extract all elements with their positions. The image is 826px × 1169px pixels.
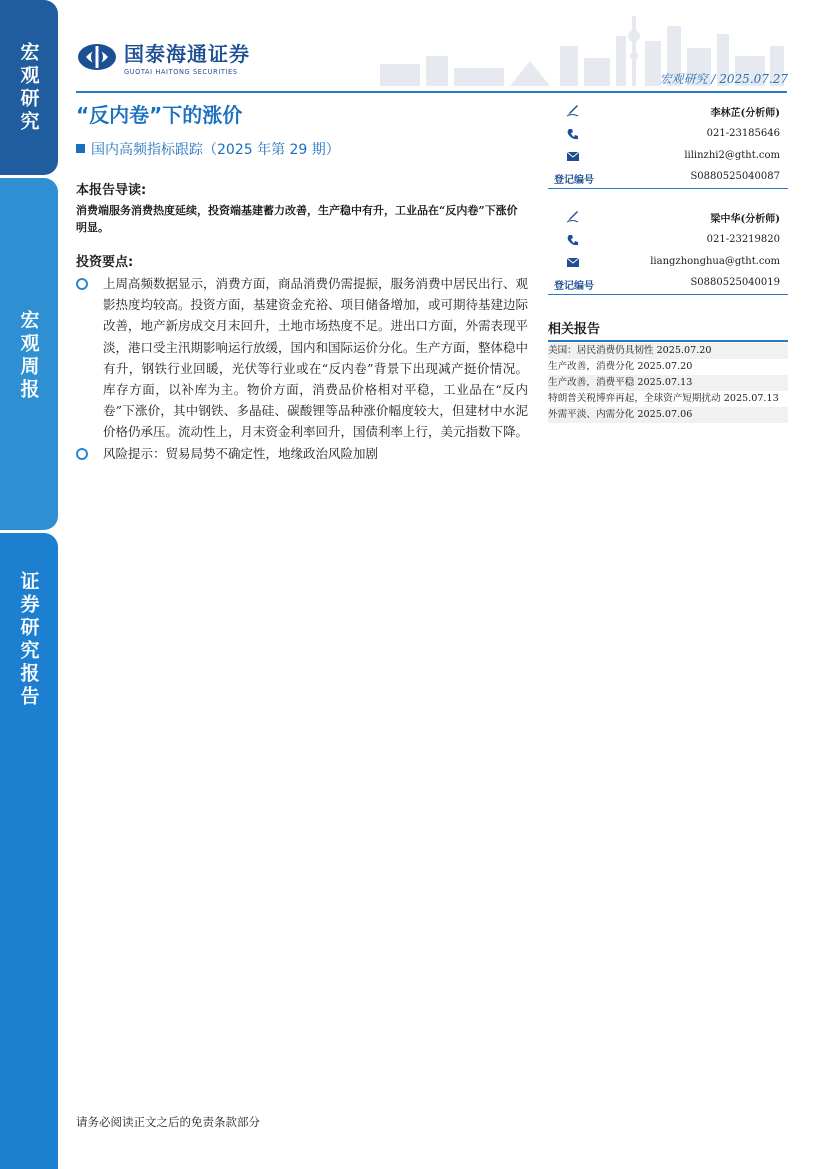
analyst-divider [548,294,788,295]
related-reports-list [548,343,788,423]
report-subtitle [76,139,340,159]
analyst-email[interactable]: lilinzhi2@gtht.com [684,150,780,161]
square-bullet-icon [76,144,85,153]
key-point-item: 上周高频数据显示，消费方面，商品消费仍需提振，服务消费中居民出行、观影热度均较高。投资方面，基建资金充裕、项目储备增加，或可期待基建边际改善，地产新房成交月末回升，土地市场热度不足。进出口方面，外需表现平淡，港口受主汛期影响运行放缓，国内和国际运价分化。生产方面，整体稳中有升，钢铁行业回暖，光伏等行业或在“反内卷”背景下出现减产挺价情况。库存方面，以补库为主。物价方面，消费品价格相对平稳，工业品在“反内卷”下涨价，其中钢铁、多晶硅、碳酸锂等品种涨价幅度较大，但建材中水泥价格仍承压。流动性上，月末资金利率回升，国债利率上行，美元指数下降。 [76,273,528,443]
logo-text-en: GUOTAI HAITONG SECURITIES [124,68,238,76]
sidebar-label-bottom: 证券研究报告 [17,571,40,709]
key-points-list [76,273,528,464]
related-report-link[interactable]: 生产改善，消费平稳 2025.07.13 [548,375,788,391]
phone-icon [566,233,580,247]
circle-bullet-icon [76,448,88,460]
company-logo [76,38,250,76]
related-report-link[interactable]: 美国：居民消费仍具韧性 2025.07.20 [548,343,788,359]
related-divider [548,340,788,342]
sidebar-tab-top [0,0,58,175]
sidebar-label-top: 宏观研究 [17,42,40,134]
summary-text: 消费端服务消费热度延续，投资端基建蓄力改善，生产稳中有升，工业品在“反内卷”下涨价明显。 [76,204,518,234]
pen-icon [566,103,580,117]
email-icon [566,149,580,163]
email-icon [566,255,580,269]
registration-number: S0880525040087 [690,171,780,182]
sidebar-label-middle: 宏观周报 [17,310,40,402]
registration-label: 登记编号 [554,281,594,292]
department-date: 宏观研究 / 2025.07.27 [659,72,788,86]
circle-bullet-icon [76,278,88,290]
analyst-email[interactable]: liangzhonghua@gtht.com [650,256,780,267]
analyst-divider [548,188,788,189]
key-point-item: 风险提示：贸易局势不确定性，地缘政治风险加剧 [76,443,528,464]
analyst-phone: 021-23219820 [706,234,780,245]
related-report-link[interactable]: 生产改善，消费分化 2025.07.20 [548,361,693,372]
summary-heading: 本报告导读: [76,183,147,198]
related-reports-heading: 相关报告 [548,322,601,337]
key-points-heading: 投资要点: [76,255,134,270]
registration-number: S0880525040019 [690,277,780,288]
header-divider [76,91,787,93]
related-report-link[interactable]: 特朗普关税博弈再起，全球资产短期扰动 2025.07.13 [548,393,779,404]
analyst-name: 李林芷(分析师) [710,108,780,119]
related-report-link[interactable]: 外需平淡、内需分化 2025.07.06 [548,407,788,423]
sidebar-tab-middle [0,178,58,530]
logo-mark-icon [76,42,118,72]
logo-text-cn: 国泰海通证券 [124,42,250,66]
sidebar-tab-bottom [0,533,58,1169]
registration-label: 登记编号 [554,175,594,186]
analyst-name: 梁中华(分析师) [710,214,780,225]
phone-icon [566,127,580,141]
report-title: “反内卷”下的涨价 [76,103,243,127]
analyst-phone: 021-23185646 [706,128,780,139]
subtitle-text: 国内高频指标跟踪（2025 年第 29 期） [91,142,340,158]
pen-icon [566,209,580,223]
disclaimer-text: 请务必阅读正文之后的免责条款部分 [76,1115,260,1129]
